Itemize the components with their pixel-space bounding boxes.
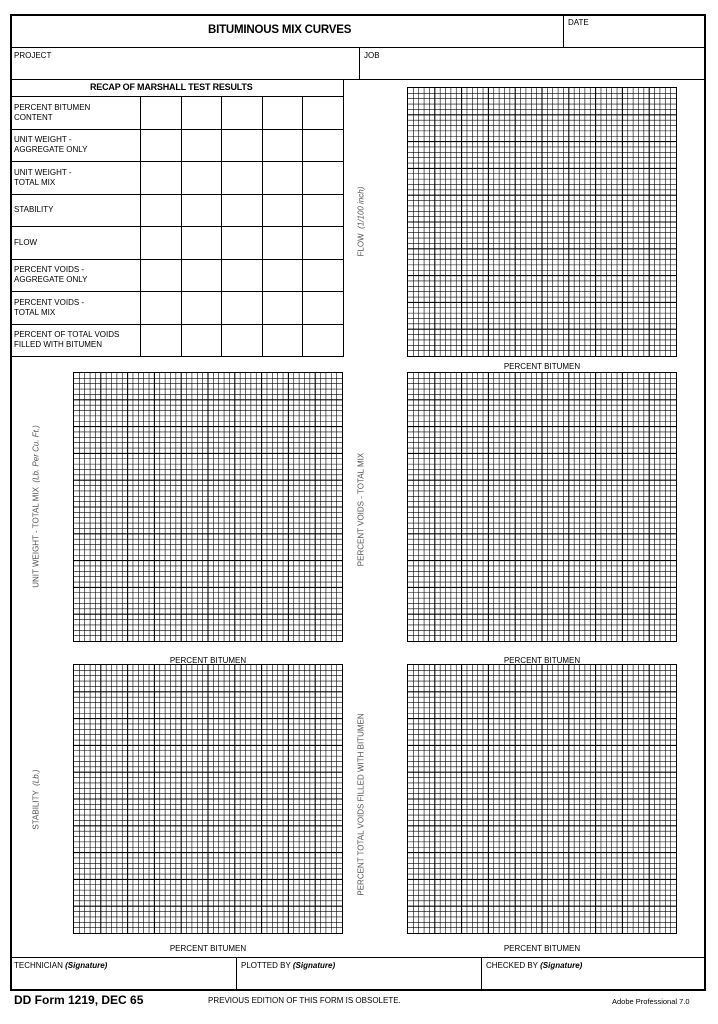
voids-filled-chart-grid[interactable] <box>407 664 677 934</box>
voids-filled-x-label: PERCENT BITUMEN <box>503 944 581 953</box>
recap-value-cell[interactable] <box>141 129 182 162</box>
recap-value-cell[interactable] <box>222 162 263 195</box>
recap-row <box>11 97 344 130</box>
recap-value-cell[interactable] <box>222 194 263 227</box>
stability-axis-label: STABILITY (Lb.) <box>31 769 41 830</box>
flow-x-label: PERCENT BITUMEN <box>503 362 581 371</box>
recap-value-cell[interactable] <box>181 194 222 227</box>
recap-value-cell[interactable] <box>303 259 344 292</box>
recap-value-cell[interactable] <box>262 129 303 162</box>
recap-row-label: PERCENT OF TOTAL VOIDS FILLED WITH BITUMEN <box>11 324 141 357</box>
recap-value-cell[interactable] <box>141 194 182 227</box>
recap-value-cell[interactable] <box>141 227 182 260</box>
voids-total-x-label: PERCENT BITUMEN <box>503 656 581 665</box>
recap-row <box>11 194 344 227</box>
recap-value-cell[interactable] <box>262 162 303 195</box>
recap-value-cell[interactable] <box>181 324 222 357</box>
recap-row <box>11 324 344 357</box>
recap-value-cell[interactable] <box>262 227 303 260</box>
recap-value-cell[interactable] <box>303 162 344 195</box>
job-field[interactable]: JOB <box>364 51 380 60</box>
graph-paper <box>74 665 342 933</box>
software-note: Adobe Professional 7.0 <box>612 997 690 1006</box>
flow-axis-label: FLOW (1/100 inch) <box>356 186 366 257</box>
form-title: BITUMINOUS MIX CURVES <box>208 24 352 36</box>
recap-value-cell[interactable] <box>141 259 182 292</box>
recap-row-label: STABILITY <box>11 194 141 227</box>
recap-value-cell[interactable] <box>181 292 222 325</box>
recap-row-label: UNIT WEIGHT - AGGREGATE ONLY <box>11 129 141 162</box>
technician-signature-field[interactable]: TECHNICIAN (Signature) <box>14 961 108 970</box>
recap-value-cell[interactable] <box>303 227 344 260</box>
recap-value-cell[interactable] <box>181 97 222 130</box>
voids-filled-axis-label: PERCENT TOTAL VOIDS FILLED WITH BITUMEN <box>356 713 366 896</box>
recap-value-cell[interactable] <box>141 292 182 325</box>
recap-row-label: UNIT WEIGHT - TOTAL MIX <box>11 162 141 195</box>
recap-value-cell[interactable] <box>222 259 263 292</box>
recap-value-cell[interactable] <box>181 129 222 162</box>
recap-value-cell[interactable] <box>141 97 182 130</box>
recap-title: RECAP OF MARSHALL TEST RESULTS <box>90 82 253 92</box>
graph-paper <box>408 88 676 356</box>
recap-row <box>11 259 344 292</box>
unit-weight-axis-label: UNIT WEIGHT - TOTAL MIX (Lb. Per Cu. Ft.) <box>31 425 41 588</box>
recap-row <box>11 227 344 260</box>
recap-value-cell[interactable] <box>262 259 303 292</box>
recap-row <box>11 292 344 325</box>
recap-value-cell[interactable] <box>141 324 182 357</box>
form-id: DD Form 1219, DEC 65 <box>14 993 144 1007</box>
voids-total-axis-label: PERCENT VOIDS - TOTAL MIX <box>356 452 366 567</box>
recap-value-cell[interactable] <box>303 292 344 325</box>
checked-by-signature-field[interactable]: CHECKED BY (Signature) <box>486 961 583 970</box>
recap-value-cell[interactable] <box>181 259 222 292</box>
recap-value-cell[interactable] <box>303 324 344 357</box>
recap-value-cell[interactable] <box>222 227 263 260</box>
plotted-by-signature-field[interactable]: PLOTTED BY (Signature) <box>241 961 336 970</box>
recap-row-label: PERCENT BITUMEN CONTENT <box>11 97 141 130</box>
project-field[interactable]: PROJECT <box>14 51 52 60</box>
stability-chart-grid[interactable] <box>73 664 343 934</box>
graph-paper <box>408 373 676 641</box>
recap-row-label: PERCENT VOIDS - TOTAL MIX <box>11 292 141 325</box>
recap-value-cell[interactable] <box>262 194 303 227</box>
recap-row-label: FLOW <box>11 227 141 260</box>
recap-row-label: PERCENT VOIDS - AGGREGATE ONLY <box>11 259 141 292</box>
recap-row <box>11 162 344 195</box>
recap-value-cell[interactable] <box>181 227 222 260</box>
recap-row <box>11 129 344 162</box>
recap-value-cell[interactable] <box>222 97 263 130</box>
flow-chart-grid[interactable] <box>407 87 677 357</box>
recap-value-cell[interactable] <box>262 324 303 357</box>
recap-table <box>10 96 344 357</box>
unit-weight-x-label: PERCENT BITUMEN <box>169 656 247 665</box>
recap-value-cell[interactable] <box>303 97 344 130</box>
graph-paper <box>408 665 676 933</box>
recap-value-cell[interactable] <box>262 97 303 130</box>
recap-value-cell[interactable] <box>262 292 303 325</box>
recap-value-cell[interactable] <box>303 129 344 162</box>
recap-value-cell[interactable] <box>303 194 344 227</box>
date-field[interactable]: DATE <box>568 18 589 27</box>
stability-x-label: PERCENT BITUMEN <box>169 944 247 953</box>
unit-weight-chart-grid[interactable] <box>73 372 343 642</box>
recap-value-cell[interactable] <box>222 324 263 357</box>
recap-value-cell[interactable] <box>222 129 263 162</box>
recap-value-cell[interactable] <box>141 162 182 195</box>
voids-total-chart-grid[interactable] <box>407 372 677 642</box>
graph-paper <box>74 373 342 641</box>
recap-value-cell[interactable] <box>222 292 263 325</box>
obsolete-notice: PREVIOUS EDITION OF THIS FORM IS OBSOLETE. <box>208 996 401 1005</box>
recap-value-cell[interactable] <box>181 162 222 195</box>
